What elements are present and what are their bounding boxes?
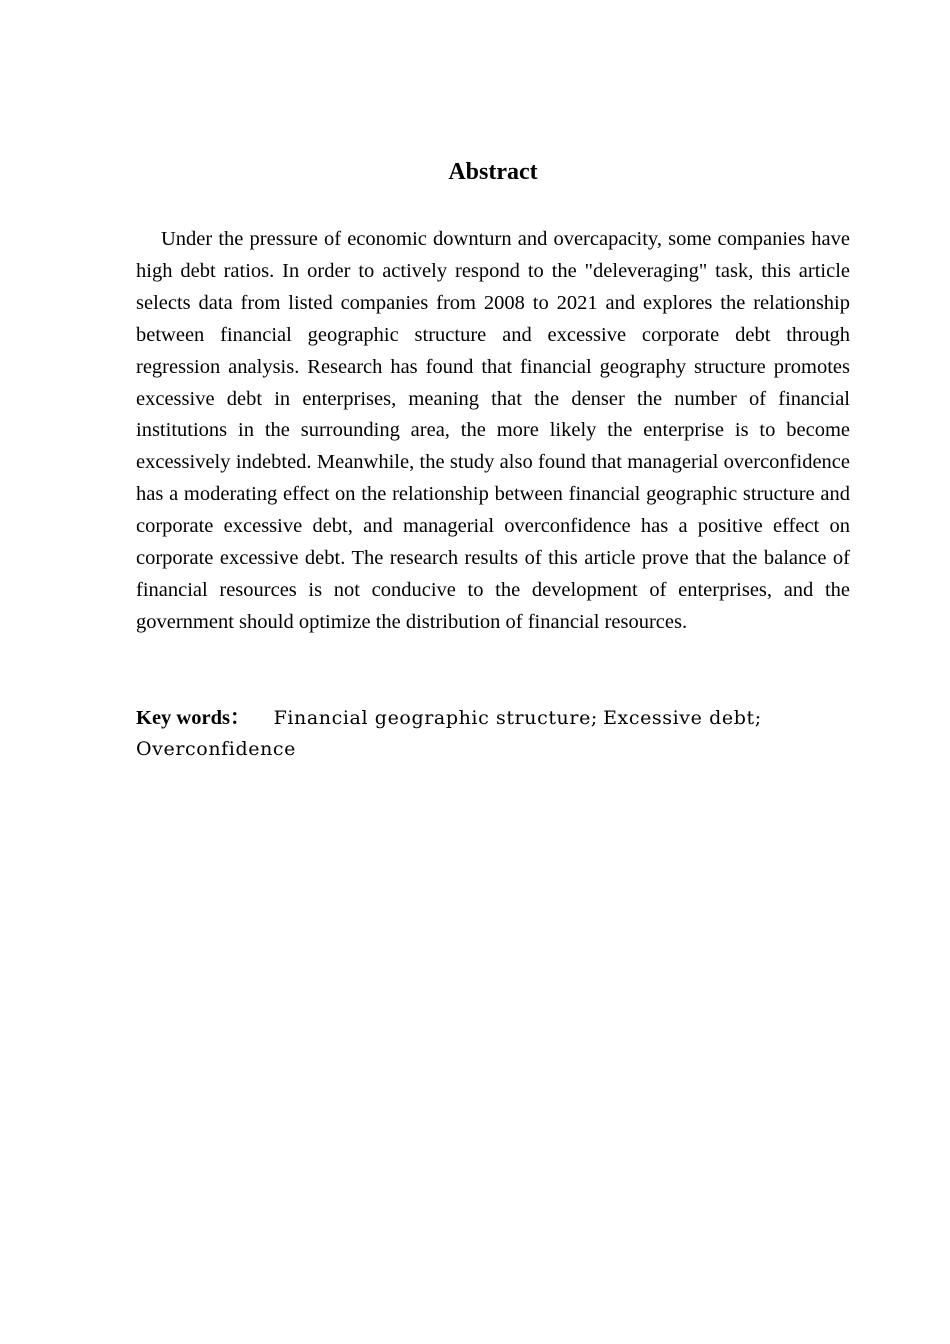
keyword-item: Overconfidence — [136, 738, 296, 760]
keywords-label: Key words： — [136, 707, 251, 729]
abstract-title: Abstract — [448, 159, 538, 185]
keyword-item: Financial geographic structure; — [273, 707, 598, 729]
keywords-line — [136, 703, 850, 765]
keyword-item: Excessive debt; — [603, 707, 762, 729]
abstract-body: Under the pressure of economic downturn and overcapacity, some companies have high debt ratios. In order to actively respond to the "deleveraging" task, this article selects data from listed companies from 2008 to 2021 and explores the relationship between financial geographic structure and excessive corporate debt through regression analysis. Research has found that financial geography structure promotes excessive debt in enterprises, meaning that the denser the number of financial institutions in the surrounding area, the more likely the enterprise is to become excessively indebted. Meanwhile, the study also found that managerial overconfidence has a moderating effect on the relationship between financial geographic structure and corporate excessive debt, and managerial overconfidence has a positive effect on corporate excessive debt. The research results of this article prove that the balance of financial resources is not conducive to the development of enterprises, and the government should optimize the distribution of financial resources. — [136, 228, 850, 633]
